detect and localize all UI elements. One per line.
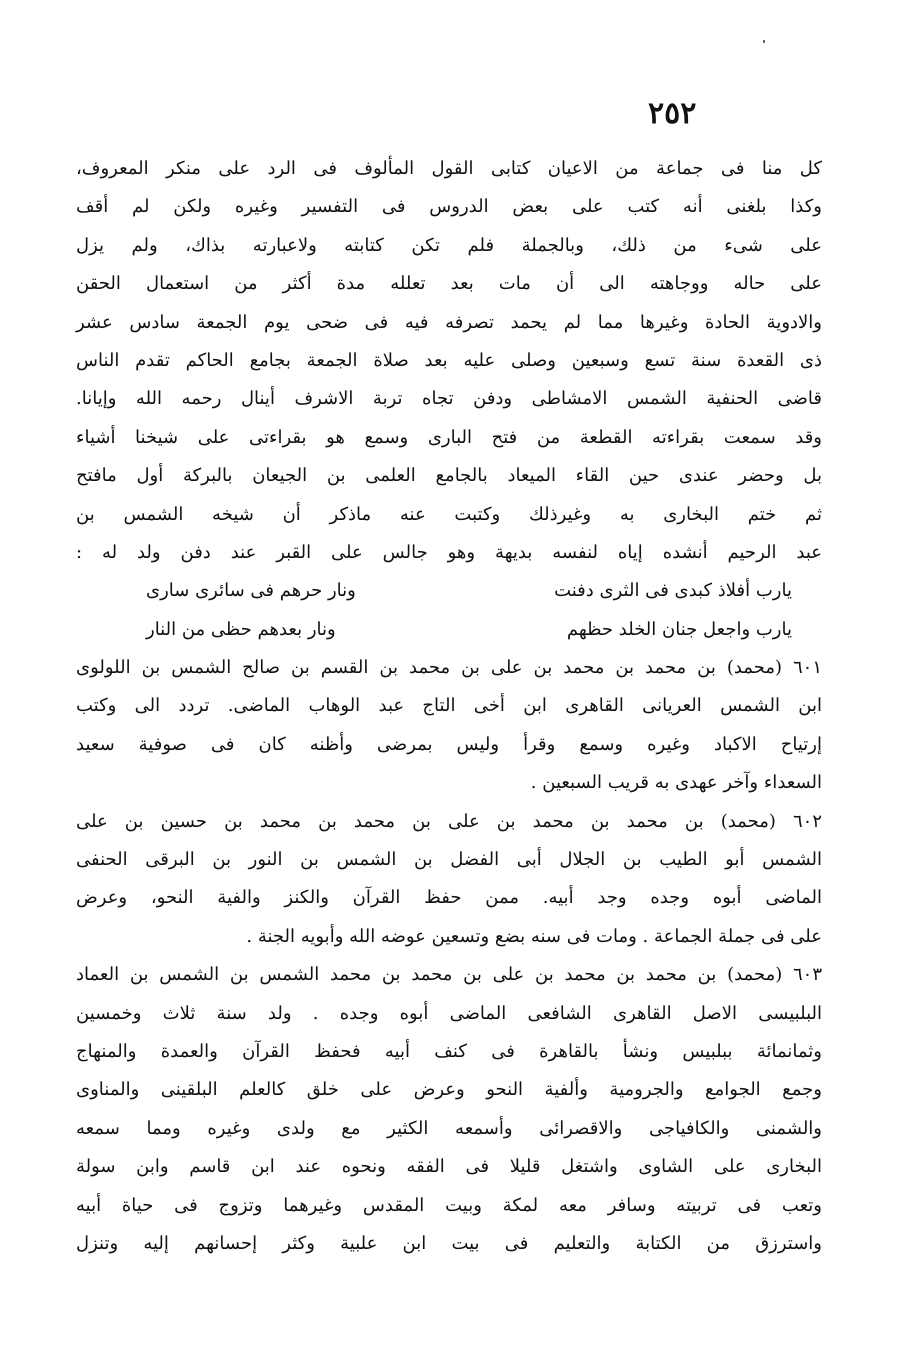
entry-603-line: ٦٠٣ (محمد) بن محمد بن محمد بن على بن محمد بن محمد الشمس بن الشمس بن العماد bbox=[76, 964, 822, 986]
entry-602-line: على فى جملة الجماعة . ومات فى سنه بضع وتسعين عوضه الله وأبويه الجنة . bbox=[246, 925, 822, 947]
verse-second-hemistich: ونار حرهم فى سائرى سارى bbox=[146, 580, 356, 602]
text-line: وقد سمعت بقراءته القطعة من فتح البارى وسمع هو بقراءتى على شيخنا أشياء bbox=[76, 426, 822, 448]
text-line: والادوية الحادة وغيرها مما لم يحمد تصرفه فيه فى ضحى يوم الجمعة سادس عشر bbox=[76, 311, 822, 333]
entry-603-line: واسترزق من الكتابة والتعليم فى بيت ابن علبية وكثر إحسانهم إليه وتنزل bbox=[76, 1232, 822, 1254]
text-line: كل منا فى جماعة من الاعيان كتابى القول المألوف فى الرد على منكر المعروف، bbox=[76, 158, 822, 179]
text-line: على حاله ووجاهته الى أن مات بعد تعلله مدة أكثر من استعمال الحقن bbox=[76, 273, 822, 295]
verse-first-hemistich: يارب أفلاذ كبدى فى الثرى دفنت bbox=[554, 580, 792, 602]
entry-601-line: إرتياح الاكباد وغيره وسمع وقرأ وليس بمرضى وأظنه كان فى صوفية سعيد bbox=[76, 733, 822, 755]
text-line: قاضى الحنفية الشمس الامشاطى ودفن تجاه تربة الاشرف أينال رحمه الله وإيانا. bbox=[76, 388, 822, 410]
entry-603-line: وجمع الجوامع والجرومية وألفية النحو وعرض على خلق كالعلم البلقينى والمناوى bbox=[76, 1079, 822, 1101]
text-line: ثم ختم البخارى به وغيرذلك وكتبت عنه ماذكر أن شيخه الشمس بن bbox=[76, 503, 822, 525]
text-line: وكذا بلغنى أنه كتب على بعض الدروس فى التفسير وغيره ولكن لم أقف bbox=[76, 196, 822, 218]
page-number: ٢٥٢ bbox=[648, 96, 697, 131]
verse-second-hemistich: ونار بعدهم حظى من النار bbox=[146, 618, 336, 640]
page-body bbox=[76, 150, 822, 1263]
entry-602-line: ٦٠٢ (محمد) بن محمد بن محمد بن على بن محمد بن محمد بن حسين بن على bbox=[76, 810, 822, 832]
entry-602-line: الشمس أبو الطيب بن الجلال أبى الفضل بن الشمس بن النور بن البرقى الحنفى bbox=[76, 849, 823, 871]
entry-601-line: السعداء وآخر عهدى به قريب السبعين . bbox=[530, 772, 822, 794]
verse-first-hemistich: يارب واجعل جنان الخلد حظهم bbox=[566, 618, 792, 640]
entry-601-line: ابن الشمس العريانى القاهرى ابن أخى التاج عبد الوهاب الماضى. تردد الى وكتب bbox=[76, 695, 822, 717]
entry-603-line: البخارى على الشاوى واشتغل قليلا فى الفقه ونحوه عند ابن قاسم وابن سولة bbox=[76, 1156, 822, 1178]
text-line: على شىء من ذلك، وبالجملة فلم تكن كتابته ولاعبارته بذاك، ولم يزل bbox=[76, 234, 822, 256]
entry-603-line: والشمنى والكافياجى والاقصرائى وأسمعه الكثير مع ولدى وغيره ومما سمعه bbox=[76, 1117, 822, 1139]
entry-602-line: الماضى أبوه وجده وجد أبيه. ممن حفظ القرآن والكنز والفية النحو، وعرض bbox=[76, 887, 822, 909]
scan-speck bbox=[763, 40, 765, 43]
poem-verse bbox=[76, 572, 822, 610]
poem-verse bbox=[76, 611, 822, 649]
entry-603-line: البلبيسى الاصل القاهرى الشافعى الماضى أبوه وجده . ولد سنة ثلاث وخمسين bbox=[76, 1002, 822, 1024]
text-line: بل وحضر عندى حين القاء الميعاد بالجامع العلمى بن الجيعان بالبركة أول مافتح bbox=[76, 465, 822, 487]
entry-603-line: وتعب فى تربيته وسافر معه لمكة وبيت المقدس وغيرهما وتزوج فى حياة أبيه bbox=[76, 1194, 822, 1216]
text-line: عبد الرحيم أنشده إياه لنفسه بديهة وهو جالس على القبر عند دفن ولد له : bbox=[76, 541, 822, 563]
entry-601-line: ٦٠١ (محمد) بن محمد بن محمد بن على بن محمد بن القسم بن صالح الشمس بن اللولوى bbox=[76, 657, 822, 679]
entry-603-line: وثمانمائة ببلبيس ونشأ بالقاهرة فى كنف أبيه فحفظ القرآن والعمدة والمنهاج bbox=[76, 1040, 822, 1062]
text-line: ذى القعدة سنة تسع وسبعين وصلى عليه بعد صلاة الجمعة بجامع الحاكم تقدم الناس bbox=[76, 349, 822, 371]
